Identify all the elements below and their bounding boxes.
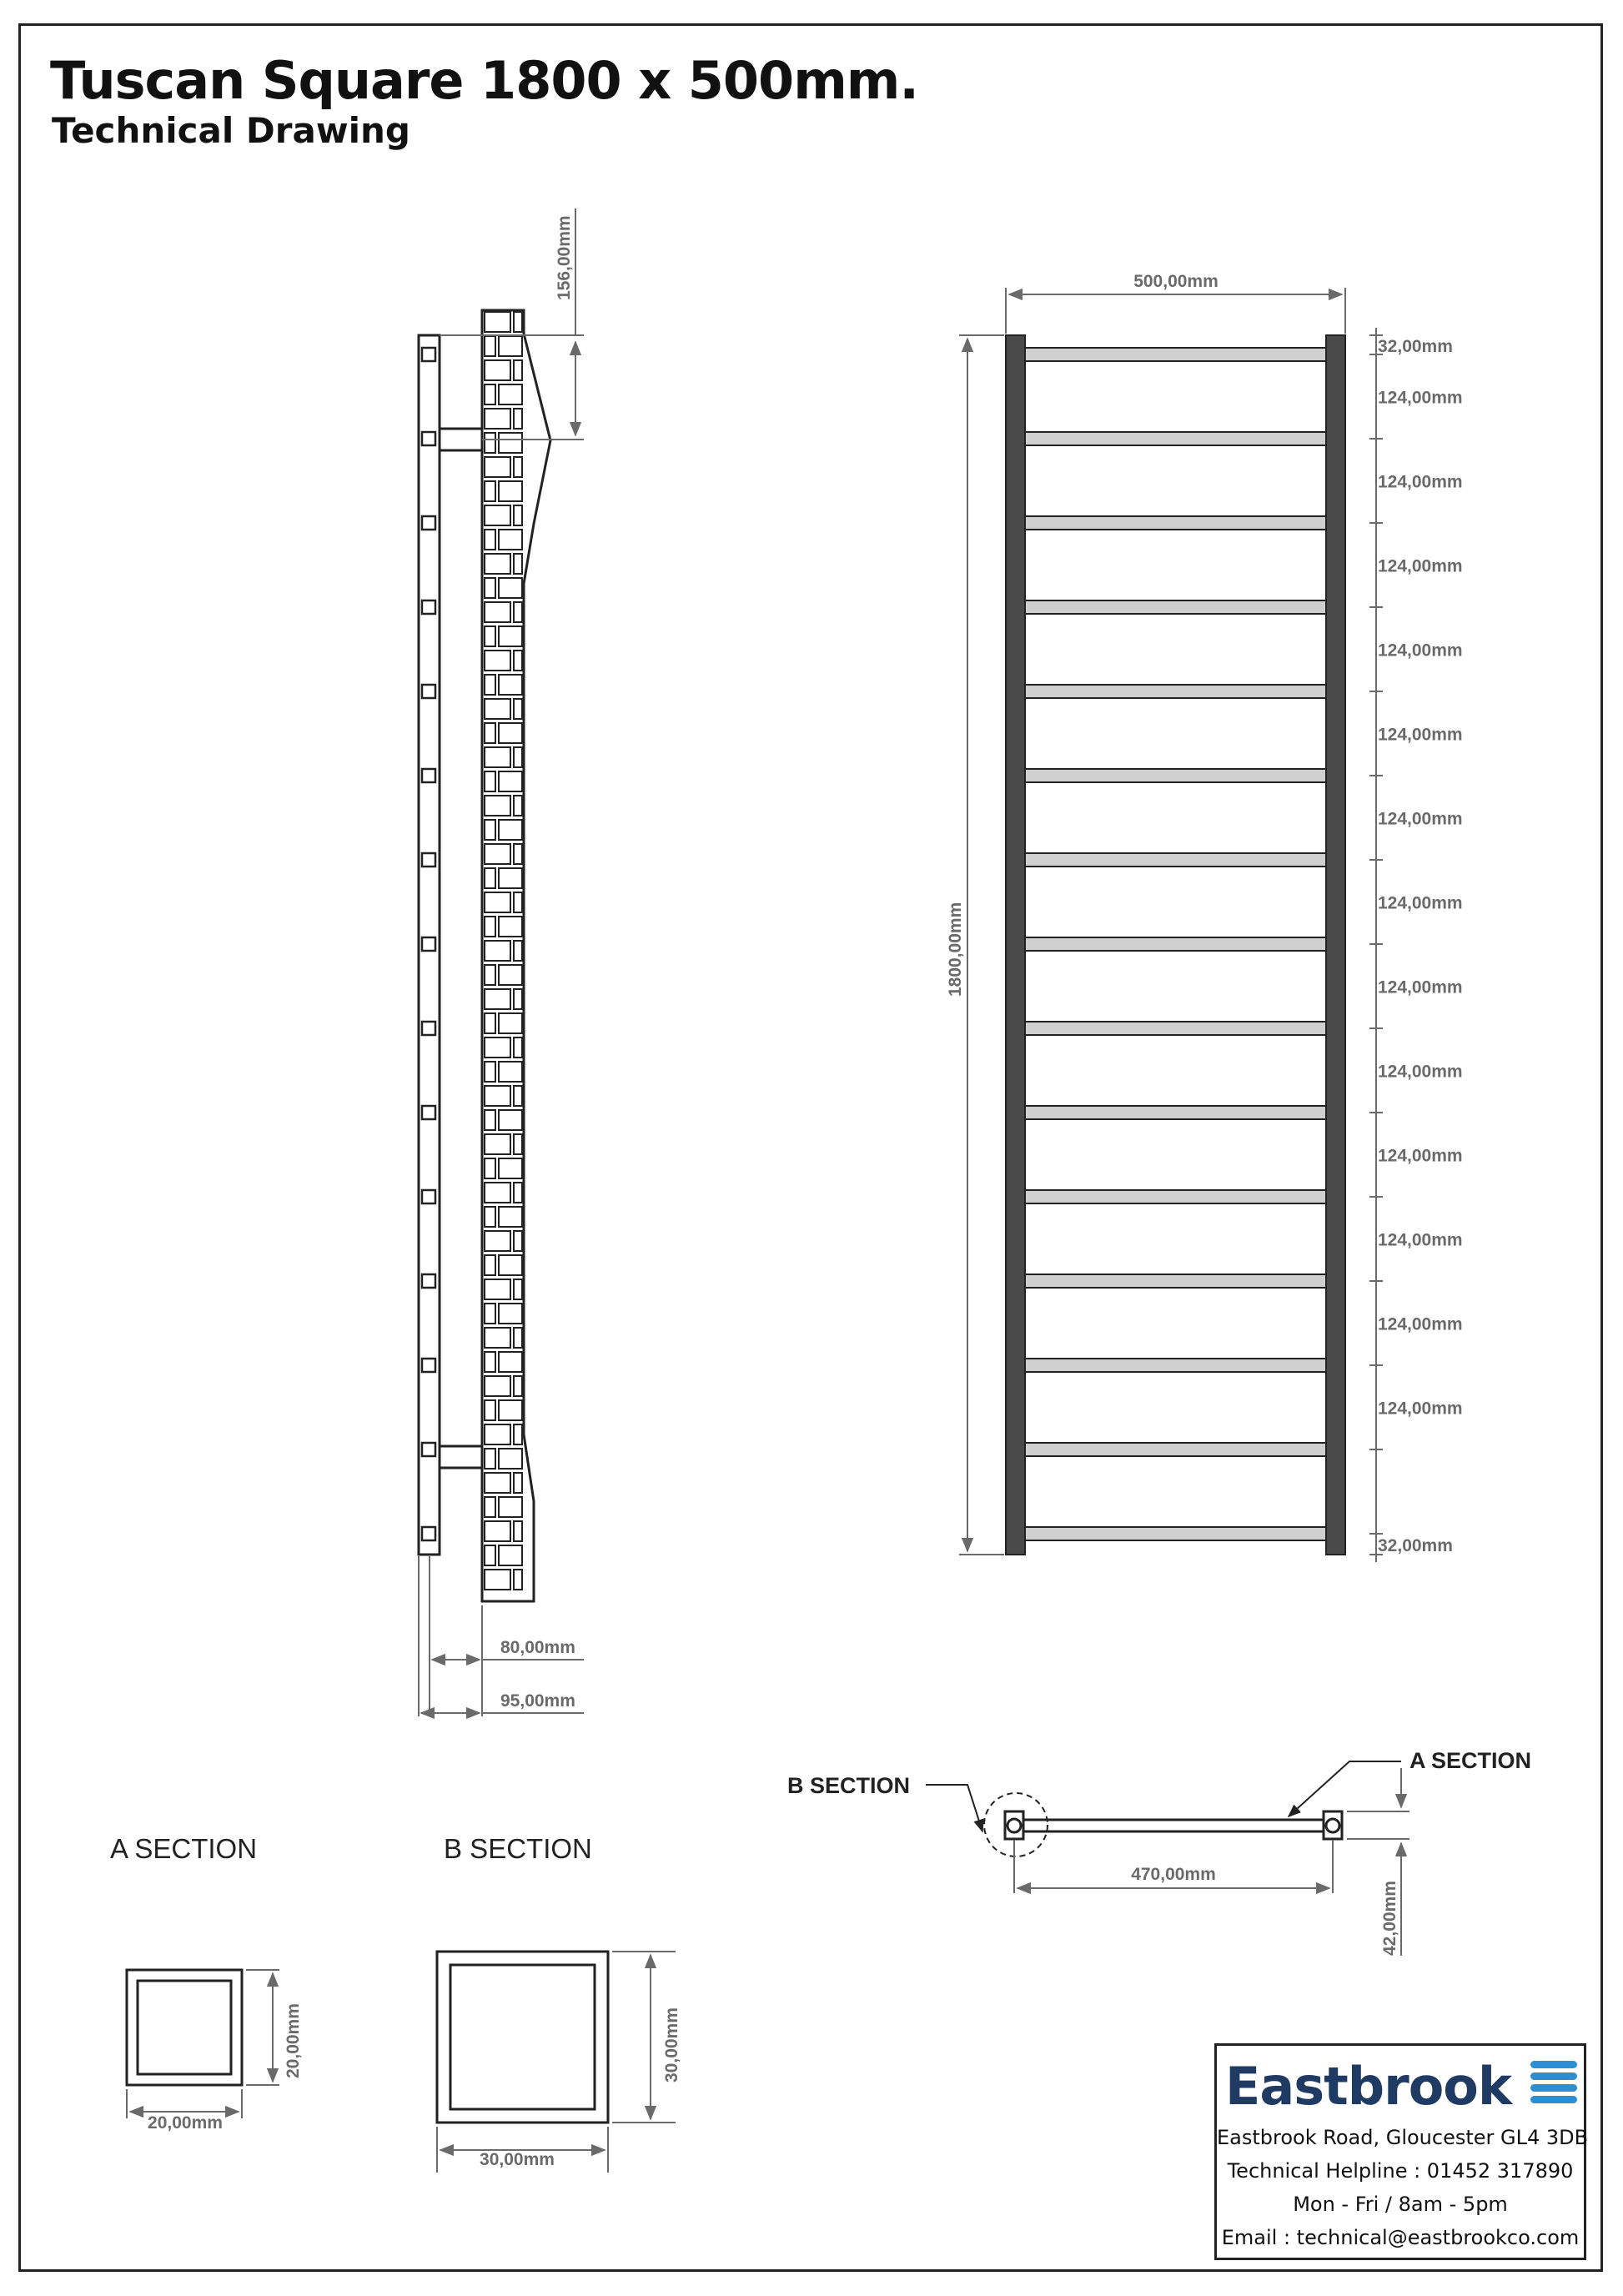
technical-email[interactable]: Email : technical@eastbrookco.com xyxy=(1221,2226,1580,2249)
front-rail xyxy=(1025,1022,1326,1035)
section-b-title: B SECTION xyxy=(444,1833,592,1864)
wall-brick xyxy=(485,651,510,671)
side-rail-end xyxy=(422,937,435,951)
wall-brick xyxy=(499,481,522,501)
side-rail-end xyxy=(422,516,435,530)
left-upright xyxy=(1006,335,1025,1555)
wall-brick xyxy=(485,626,495,646)
wall-brick xyxy=(485,481,495,501)
dim-top-label: 156,00mm xyxy=(555,215,574,300)
wall-brick xyxy=(499,1304,522,1324)
section-a-height: 20,00mm xyxy=(284,2003,303,2078)
side-rail-end xyxy=(422,769,435,782)
rail-spacing-label: 124,00mm xyxy=(1378,1230,1463,1250)
wall-brick xyxy=(499,1400,522,1420)
wall-brick xyxy=(514,1183,522,1203)
wall-brick xyxy=(499,1062,522,1082)
wall-brick xyxy=(514,1473,522,1493)
rail-spacing-label: 124,00mm xyxy=(1378,1314,1463,1334)
wall-brick xyxy=(499,675,522,695)
front-rail xyxy=(1025,432,1326,445)
a-section-leader xyxy=(1289,1761,1401,1816)
wall-brick xyxy=(485,1255,495,1275)
wall-brick xyxy=(485,1279,510,1299)
front-rail xyxy=(1025,348,1326,361)
front-rail xyxy=(1025,853,1326,867)
wall-brick xyxy=(499,1449,522,1469)
dim-inner-depth-label: 80,00mm xyxy=(500,1638,575,1657)
rail-spacing-label: 124,00mm xyxy=(1378,472,1463,492)
side-rail-end xyxy=(422,600,435,614)
wall-brick xyxy=(514,409,522,429)
section-b-width: 30,00mm xyxy=(480,2150,555,2169)
wall-brick xyxy=(499,1158,522,1178)
wall-brick xyxy=(485,1207,495,1227)
wall-brick xyxy=(514,699,522,719)
wall-brick xyxy=(485,1497,495,1517)
section-b xyxy=(437,1833,681,2173)
wall-brick xyxy=(499,384,522,404)
wall-brick xyxy=(485,409,510,429)
wall-brick xyxy=(514,1521,522,1541)
wall-brick xyxy=(485,1376,510,1396)
wall-brick xyxy=(485,433,495,453)
rail-spacing-label: 124,00mm xyxy=(1378,977,1463,997)
wall-brick xyxy=(485,1062,495,1082)
plan-rail xyxy=(1019,1820,1328,1831)
wall-brick xyxy=(485,1400,495,1420)
front-rail xyxy=(1025,1190,1326,1203)
side-rail-end xyxy=(422,1190,435,1203)
wall-brick xyxy=(485,941,510,961)
wall-brick xyxy=(514,1134,522,1154)
rail-spacing-label: 124,00mm xyxy=(1378,1062,1463,1082)
side-rail-end xyxy=(422,1274,435,1288)
wall-brick xyxy=(514,554,522,574)
wall-brick xyxy=(485,312,510,332)
front-rail xyxy=(1025,1274,1326,1288)
wall-brick xyxy=(485,1013,495,1033)
rail-spacing-label: 124,00mm xyxy=(1378,809,1463,829)
section-a xyxy=(110,1833,303,2133)
front-rail xyxy=(1025,1359,1326,1372)
wall-brick xyxy=(514,602,522,622)
wall-brick xyxy=(485,360,510,380)
wall-brick xyxy=(514,892,522,912)
opening-hours: Mon - Fri / 8am - 5pm xyxy=(1293,2193,1508,2216)
wall-brick xyxy=(485,336,495,356)
front-view xyxy=(946,272,1463,1562)
side-rail-end xyxy=(422,432,435,445)
wall-brick xyxy=(499,1545,522,1565)
section-b-height: 30,00mm xyxy=(662,2007,681,2082)
wall-brick xyxy=(514,796,522,816)
dim-bottom-gap-label: 32,00mm xyxy=(1378,1536,1453,1555)
rail-spacing-label: 124,00mm xyxy=(1378,388,1463,408)
wall-brick xyxy=(485,1110,495,1130)
wall-brick xyxy=(485,699,510,719)
wall-brick xyxy=(485,868,495,888)
wall-brick xyxy=(514,1231,522,1251)
wall-brick xyxy=(499,1110,522,1130)
b-section-leader xyxy=(926,1785,982,1831)
dim-centres-label: 470,00mm xyxy=(1131,1865,1216,1884)
wall-brick xyxy=(514,1279,522,1299)
wall-brick xyxy=(485,1158,495,1178)
wall-brick xyxy=(485,1473,510,1493)
wall-brick xyxy=(485,820,495,840)
technical-helpline: Technical Helpline : 01452 317890 xyxy=(1227,2159,1574,2183)
wall-brick xyxy=(485,723,495,743)
wall-brick xyxy=(514,844,522,864)
front-rail xyxy=(1025,1527,1326,1540)
wall-brick xyxy=(485,844,510,864)
side-rail-end xyxy=(422,1022,435,1035)
wall-brick xyxy=(485,796,510,816)
wall-brick xyxy=(499,1207,522,1227)
company-info-box xyxy=(1214,2043,1589,2260)
wall-brick xyxy=(485,505,510,525)
waves-icon xyxy=(1530,2061,1577,2113)
wall-brick xyxy=(499,1255,522,1275)
plan-left-pipe xyxy=(1007,1819,1021,1832)
wall-brick xyxy=(514,360,522,380)
wall-brick xyxy=(485,602,510,622)
dim-height-label: 1800,00mm xyxy=(946,902,965,997)
right-upright xyxy=(1326,335,1345,1555)
wall-brick xyxy=(485,1328,510,1348)
wall-brick xyxy=(514,651,522,671)
wall-brick xyxy=(485,1424,510,1444)
page-title: Tuscan Square 1800 x 500mm. xyxy=(50,50,918,111)
side-rail-end xyxy=(422,1527,435,1540)
wall-brick xyxy=(485,530,495,550)
wall-brick xyxy=(485,1231,510,1251)
wall-brick xyxy=(485,1521,510,1541)
wall-brick xyxy=(499,433,522,453)
wall-brick xyxy=(514,457,522,477)
wall-brick xyxy=(485,1545,495,1565)
wall-brick xyxy=(485,578,495,598)
rail-spacing-label: 124,00mm xyxy=(1378,1146,1463,1166)
wall-brick xyxy=(499,578,522,598)
wall-brick xyxy=(499,771,522,791)
wall-brick xyxy=(514,312,522,332)
section-b-inner xyxy=(450,1965,595,2109)
wall-brick xyxy=(499,917,522,937)
wall-brick xyxy=(499,1497,522,1517)
section-a-width: 20,00mm xyxy=(148,2113,223,2133)
front-rails xyxy=(1025,348,1326,1540)
wall-brick xyxy=(485,1037,510,1058)
side-rail-end xyxy=(422,1359,435,1372)
side-rail-end xyxy=(422,853,435,867)
section-a-title: A SECTION xyxy=(110,1833,258,1864)
wall-brick xyxy=(499,868,522,888)
wall-brick xyxy=(514,1376,522,1396)
wall-brick xyxy=(514,1424,522,1444)
side-rail-end xyxy=(422,348,435,361)
wall-brick xyxy=(514,1328,522,1348)
wall-brick xyxy=(499,626,522,646)
brand-name: Eastbrook xyxy=(1225,2056,1512,2117)
company-address: Eastbrook Road, Gloucester GL4 3DB xyxy=(1217,2126,1589,2149)
wall-brick xyxy=(514,747,522,767)
wall-brick xyxy=(485,965,495,985)
wall-brick xyxy=(499,1352,522,1372)
page-subtitle: Technical Drawing xyxy=(52,110,410,151)
wall-brick xyxy=(485,747,510,767)
wall-brick xyxy=(485,675,495,695)
wall-brick xyxy=(485,1352,495,1372)
side-view xyxy=(419,208,584,1716)
wall-brick xyxy=(485,384,495,404)
wall-brick xyxy=(485,1304,495,1324)
dim-width-label: 500,00mm xyxy=(1133,272,1219,291)
front-rail xyxy=(1025,685,1326,698)
rail-spacing-label: 124,00mm xyxy=(1378,556,1463,576)
rail-spacing-label: 124,00mm xyxy=(1378,1399,1463,1419)
wall-brick xyxy=(485,917,495,937)
wall-brick xyxy=(485,554,510,574)
front-rail xyxy=(1025,769,1326,782)
dim-top-gap-label: 32,00mm xyxy=(1378,337,1453,356)
wall-brick xyxy=(499,723,522,743)
wall-brick xyxy=(485,989,510,1009)
wall-brick xyxy=(485,1134,510,1154)
wall-brick xyxy=(485,1183,510,1203)
wall-brick xyxy=(485,1570,510,1590)
plan-right-pipe xyxy=(1326,1819,1339,1832)
wall-brick xyxy=(514,1086,522,1106)
wall-brick xyxy=(499,530,522,550)
rail-spacing-label: 124,00mm xyxy=(1378,641,1463,661)
wall-brick xyxy=(499,820,522,840)
section-a-inner xyxy=(138,1981,231,2074)
wall-brick xyxy=(514,989,522,1009)
front-rail xyxy=(1025,1443,1326,1456)
rail-spacing-label: 124,00mm xyxy=(1378,893,1463,913)
side-rail-ends xyxy=(422,348,435,1540)
wall-brick xyxy=(499,965,522,985)
wall-brick xyxy=(514,1037,522,1058)
wall-brick xyxy=(514,1570,522,1590)
front-rail xyxy=(1025,937,1326,951)
wall-brick xyxy=(499,1013,522,1033)
company-logo xyxy=(1224,2052,1577,2118)
wall-brick xyxy=(499,336,522,356)
b-section-callout: B SECTION xyxy=(787,1773,911,1798)
dim-outer-depth-label: 95,00mm xyxy=(500,1691,575,1711)
wall-brick xyxy=(485,892,510,912)
rail-spacing-label: 124,00mm xyxy=(1378,725,1463,745)
wall-brick xyxy=(514,941,522,961)
plan-view xyxy=(787,1748,1531,1956)
wall-brick xyxy=(485,1449,495,1469)
wall-bricks xyxy=(485,312,522,1590)
wall-brick xyxy=(485,771,495,791)
bottom-wall-bracket xyxy=(440,1446,482,1468)
dim-projection-label: 42,00mm xyxy=(1380,1881,1399,1956)
side-rail-end xyxy=(422,1443,435,1456)
side-rail-end xyxy=(422,685,435,698)
top-wall-bracket xyxy=(440,429,482,450)
side-rail-end xyxy=(422,1106,435,1119)
front-rail xyxy=(1025,516,1326,530)
wall-brick xyxy=(485,457,510,477)
front-rail xyxy=(1025,600,1326,614)
a-section-callout: A SECTION xyxy=(1409,1748,1532,1773)
spacing-labels xyxy=(1378,389,1463,1419)
wall-brick xyxy=(514,505,522,525)
wall-brick xyxy=(485,1086,510,1106)
front-rail xyxy=(1025,1106,1326,1119)
